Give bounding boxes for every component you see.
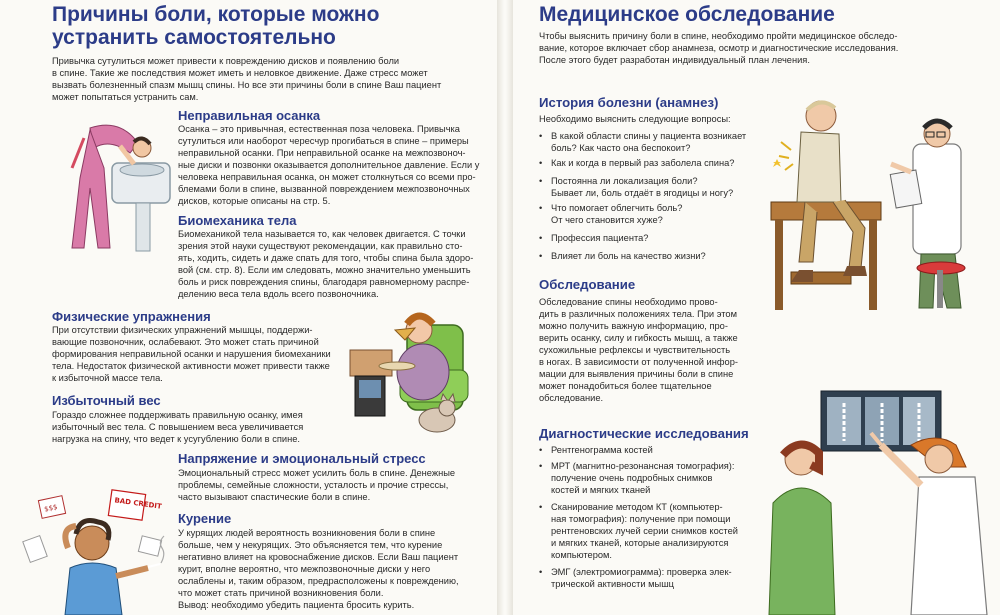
right-page-title: Медицинское обследование: [539, 3, 835, 26]
stress-heading: Напряжение и эмоциональный стресс: [178, 451, 426, 466]
left-intro: Привычка сутулиться может привести к повреждению дисков и появлению боли в спине. Такие же последствия может иметь и неловкое движение. Даже стресс может вызвать болезненный спазм мышц спины. Но все эти причины боли в спине Ваш пациент может попытаться устранить сам.: [52, 56, 442, 102]
list-item: • МРТ (магнитно-резонансная томография): получение очень подробных снимков костей и мягких тканей: [539, 460, 738, 496]
exam-heading: Обследование: [539, 277, 636, 292]
list-item: • ЭМГ (электромиограмма): проверка элек- трической активности мышц: [539, 566, 738, 590]
left-page-title: [52, 3, 379, 49]
right-page: [513, 0, 1000, 615]
bad-credit-label: BAD CREDIT: [113, 496, 163, 511]
list-item: • Постоянна ли локализация боли? Бывает ли, боль отдаёт в ягодицы и ногу?: [539, 175, 746, 199]
list-item: • Профессия пациента?: [539, 232, 746, 244]
exercise-text: При отсутствии физических упражнений мышцы, поддержи- вающие позвоночник, ослабевают. Это может стать причиной формирования неправильной осанки и нарушения биомеханики тела. Недостаток физической активности может привести также к избыточной массе тела.: [52, 325, 331, 383]
stress-text: Эмоциональный стресс может усилить боль в спине. Денежные проблемы, семейные сложности, усталость и прочие стрессы, часто вызывают спастические боли в спине.: [178, 468, 456, 502]
list-item: • Как и когда в первый раз заболела спина?: [539, 157, 746, 169]
doctor-examines-patient-illustration: [761, 72, 991, 320]
list-item: • В какой области спины у пациента возникает боль? Как часто она беспокоит?: [539, 130, 746, 154]
smoking-text: У курящих людей вероятность возникновения боли в спине больше, чем у некурящих. Это объясняется тем, что курение негативно влияет на кровоснабжение дисков. Если Ваш пациент курит, вполне вероятно, что межпозвоночные диски у него ослаблены и, таким образом, предрасположены к повреждению, что может стать причиной возникновения боли. Вывод: необходимо убедить пациента бросить курить.: [178, 528, 459, 610]
stressed-smoker-illustration: [20, 488, 180, 615]
history-heading: История болезни (анамнез): [539, 95, 719, 110]
right-intro: Чтобы выяснить причину боли в спине, необходимо пройти медицинское обследо- вание, которое включает сбор анамнеза, осмотр и диагностические исследования. После этого будет разработан индивидуальный план лечения.: [539, 31, 899, 65]
page-gutter: [497, 0, 513, 615]
posture-text: Осанка – это привычная, естественная поза человека. Привычка сутулиться или наоборот чересчур прогибаться в спине – примеры неправильной осанки. При неправильной осанке на межпозвоноч- ные диски и позвонки оказывается дополнительное давление. Если у человека неправильная осанка, он может столкнуться со всеми про- блемами боли в спине, вызванной повреждением межпозвоночных дисков, которые описаны на стр. 5.: [178, 124, 480, 206]
xray-review-illustration: [761, 385, 993, 615]
exam-text: Обследование спины необходимо прово- дить в различных положениях тела. При этом можно получить важную информацию, про- верить осанку, силу и гибкость мышц, а также сухожильные рефлексы и чувствительность в ногах. В зависимости от полученной инфор- мации для выявления причины боли в спине может понадобиться более тщательное обследование.: [539, 297, 738, 403]
list-item: • Влияет ли боль на качество жизни?: [539, 250, 746, 262]
weight-heading: Избыточный вес: [52, 393, 161, 408]
exercise-heading: Физические упражнения: [52, 309, 211, 324]
overweight-person-illustration: [345, 300, 470, 445]
list-item: • Что помогает облегчить боль? От чего становится хуже?: [539, 202, 746, 226]
paper-note-label: $$$: [43, 502, 59, 514]
diagnostics-list: [539, 444, 738, 590]
biomechanics-text: Биомеханикой тела называется то, как человек двигается. С точки зрения этой науки существуют рекомендации, как правильно сто- ять, ходить, сидеть и даже спать для того, чтобы спина была здоро- вой (см. стр. 8). Если им следовать, можно значительно уменьшить боль и риск повреждения спины, благодаря равномерному распре- делению веса тела вдоль всего позвоночника.: [178, 229, 474, 299]
list-item: • Рентгенограмма костей: [539, 444, 738, 456]
history-lead: Необходимо выяснить следующие вопросы:: [539, 114, 731, 124]
history-questions-list: [539, 130, 746, 262]
diagnostics-heading: Диагностические исследования: [539, 426, 749, 441]
smoking-heading: Курение: [178, 511, 232, 526]
weight-text: Гораздо сложнее поддерживать правильную осанку, имея избыточный вес тела. С повышением веса увеличивается нагрузка на спину, что ведет к усугублению боли в спине.: [52, 410, 304, 444]
left-title-line-2: устранить самостоятельно: [52, 26, 336, 49]
posture-heading: Неправильная осанка: [178, 108, 321, 123]
left-page: [0, 0, 497, 615]
biomechanics-heading: Биомеханика тела: [178, 213, 297, 228]
list-item: • Сканирование методом КТ (компьютер- ная томография): получение при помощи рентгеновских лучей серии снимков костей и мягких тканей, которые анализируются компьютером.: [539, 501, 738, 561]
woman-at-sink-illustration: [50, 108, 175, 258]
left-title-line-1: Причины боли, которые можно: [52, 3, 380, 26]
